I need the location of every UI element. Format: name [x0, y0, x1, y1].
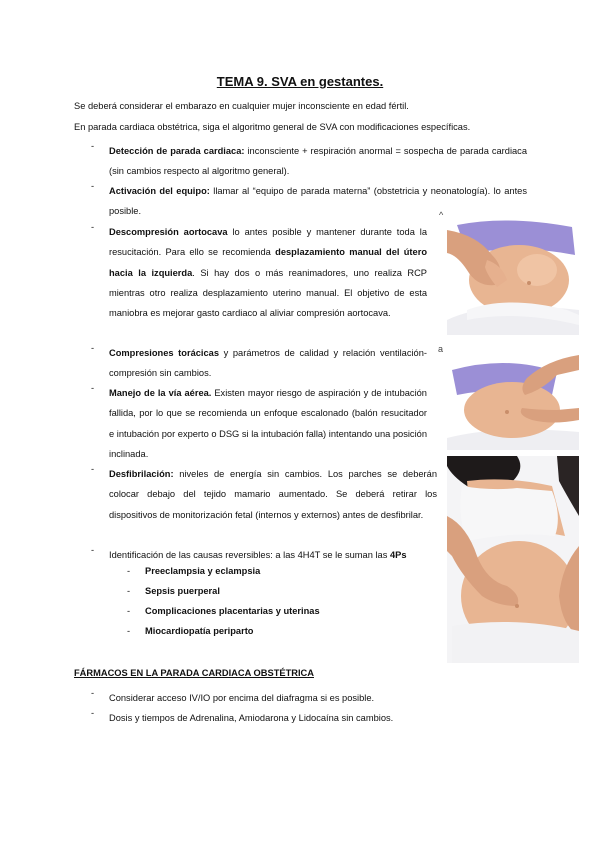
- bullet-dash: -: [91, 545, 95, 555]
- uterine-displacement-photo-1: [447, 215, 579, 335]
- sub-item-text: Preeclampsia y eclampsia: [145, 566, 261, 576]
- item-heading: Descompresión aortocava: [109, 227, 228, 237]
- sub-item-text: Complicaciones placentarias y uterinas: [145, 606, 320, 616]
- item-heading: Desfibrilación:: [109, 469, 174, 479]
- item-text: niveles de energía sin cambios. Los parches se deberán colocar debajo del tejido mamario aumentado. Se deberá retirar los dispositivos de monitorización fetal (internos y externos) antes de desfibrilar.: [109, 469, 437, 520]
- pregnant-woman-photo: [447, 456, 579, 663]
- intro-paragraph-1: Se deberá considerar el embarazo en cualquier mujer inconsciente en edad fértil.: [74, 101, 409, 111]
- bullet-dash: -: [91, 464, 95, 474]
- item-text: inconsciente + respiración anormal = sospecha de parada cardiaca (sin cambios respecto al algoritmo general).: [109, 146, 527, 177]
- bullet-dash: -: [91, 383, 95, 393]
- item-emphasis: 4Ps: [389, 550, 407, 560]
- item-heading: Compresiones torácicas: [109, 348, 220, 358]
- bullet-dash: -: [91, 688, 95, 698]
- bullet-dash: -: [91, 181, 95, 191]
- caret-mark: ^: [439, 210, 444, 220]
- item-emphasis: desplazamiento manual del útero hacia la izquierda: [109, 247, 427, 278]
- bullet-dash: -: [91, 708, 95, 718]
- bullet-dash: -: [91, 343, 95, 353]
- bullet-dash: -: [91, 222, 95, 232]
- sub-item-text: Sepsis puerperal: [145, 586, 220, 596]
- bullet-dash: -: [127, 606, 131, 616]
- item-text: lo antes posible y mantener durante toda la resucitación. Para ello se recomienda: [109, 227, 427, 258]
- sub-item-text: Miocardiopatía periparto: [145, 626, 254, 636]
- item-heading: Manejo de la vía aérea.: [109, 388, 212, 398]
- item-text: Existen mayor riesgo de aspiración y de intubación fallida, por lo que se recomienda un enfoque escalonado (balón resucitador e intubación por experto o DSG si la intubación falla) intentando una posición inclinada.: [109, 388, 427, 459]
- small-mark: a: [438, 344, 444, 354]
- page-title: TEMA 9. SVA en gestantes.: [216, 74, 384, 89]
- drug-item-text: Considerar acceso IV/IO por encima del diafragma si es posible.: [109, 693, 375, 703]
- bullet-dash: -: [91, 141, 95, 151]
- item-text: llamar al “equipo de parada materna” (obstetricia y neonatología). lo antes posible.: [109, 186, 527, 217]
- intro-paragraph-2: En parada cardiaca obstétrica, siga el algoritmo general de SVA con modificaciones específicas.: [74, 122, 471, 132]
- item-text: . Si hay dos o más reanimadores, uno realiza RCP mientras otro realiza desplazamiento uterino manual. El objetivo de esta maniobra es mejorar gasto cardiaco al aliviar compresión aortocava.: [109, 267, 427, 319]
- item-heading: Activación del equipo:: [109, 186, 210, 196]
- bullet-dash: -: [127, 626, 131, 636]
- uterine-displacement-photo-2: [447, 350, 579, 450]
- item-text: y parámetros de calidad y relación ventilación-compresión sin cambios.: [109, 348, 427, 379]
- item-text: Identificación de las causas reversibles: a las 4H4T se le suman las: [109, 550, 390, 560]
- bullet-dash: -: [127, 586, 131, 596]
- section-heading: FÁRMACOS EN LA PARADA CARDIACA OBSTÉTRICA: [74, 668, 314, 678]
- drug-item-text: Dosis y tiempos de Adrenalina, Amiodarona y Lidocaína sin cambios.: [109, 713, 394, 723]
- bullet-dash: -: [127, 566, 131, 576]
- item-heading: Detección de parada cardiaca:: [109, 146, 245, 156]
